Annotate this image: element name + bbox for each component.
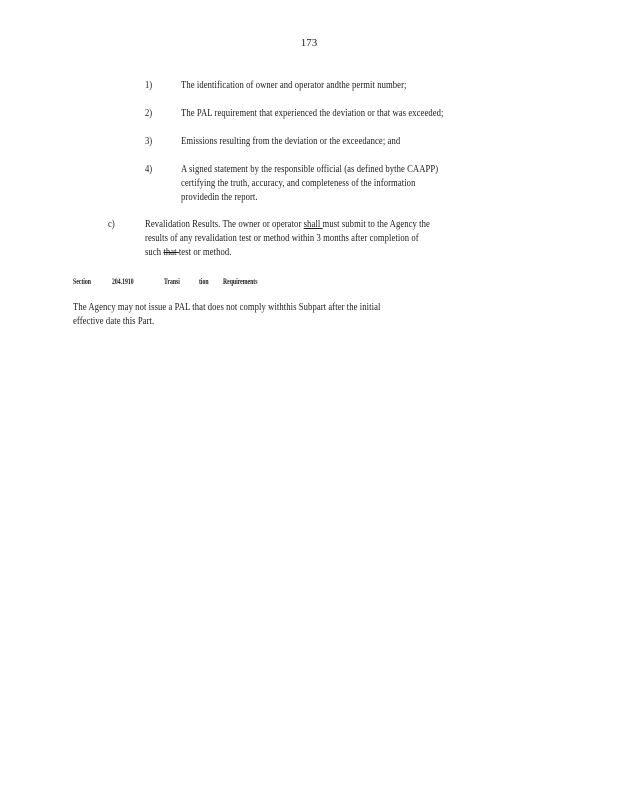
list-item-number: 4) — [145, 164, 153, 175]
section-number: 204.1910 — [112, 277, 134, 286]
deleted-text: that — [163, 247, 179, 258]
section-title-part: Requirements — [223, 277, 258, 286]
paragraph-line: effective date this Part. — [73, 316, 155, 327]
revalidation-text: test or method. — [178, 247, 232, 258]
revalidation-line: results of any revalidation test or method within 3 months after completion of — [145, 233, 419, 244]
revalidation-line — [145, 219, 430, 230]
revalidation-line — [145, 247, 231, 258]
paragraph-line: The Agency may not issue a PAL that does not comply withthis Subpart after the initial — [73, 302, 381, 313]
revalidation-text: Revalidation Results. The owner or operator — [145, 219, 304, 230]
list-item-text: The identification of owner and operator andthe permit number; — [181, 80, 407, 91]
list-item-text: providedin the report. — [181, 192, 258, 203]
subsection-letter: c) — [108, 219, 115, 230]
list-item-text: A signed statement by the responsible official (as defined bythe CAAPP) — [181, 164, 439, 175]
list-item-number: 2) — [145, 108, 153, 119]
list-item-text: certifying the truth, accuracy, and completeness of the information — [181, 178, 416, 189]
section-title-part: tion — [199, 277, 209, 286]
section-label: Section — [73, 277, 91, 286]
revalidation-text: submit to the Agency the — [339, 219, 430, 230]
page-number: 173 — [300, 37, 318, 49]
revalidation-text: such — [145, 247, 164, 258]
list-item-number: 3) — [145, 136, 153, 147]
section-title-part: Transi — [164, 277, 180, 286]
list-item-number: 1) — [145, 80, 153, 91]
list-item-text: The PAL requirement that experienced the deviation or that was exceeded; — [181, 108, 444, 119]
replaced-text: must — [322, 219, 340, 230]
list-item-text: Emissions resulting from the deviation or the exceedance; and — [181, 136, 401, 147]
inserted-text: shall — [303, 219, 323, 230]
